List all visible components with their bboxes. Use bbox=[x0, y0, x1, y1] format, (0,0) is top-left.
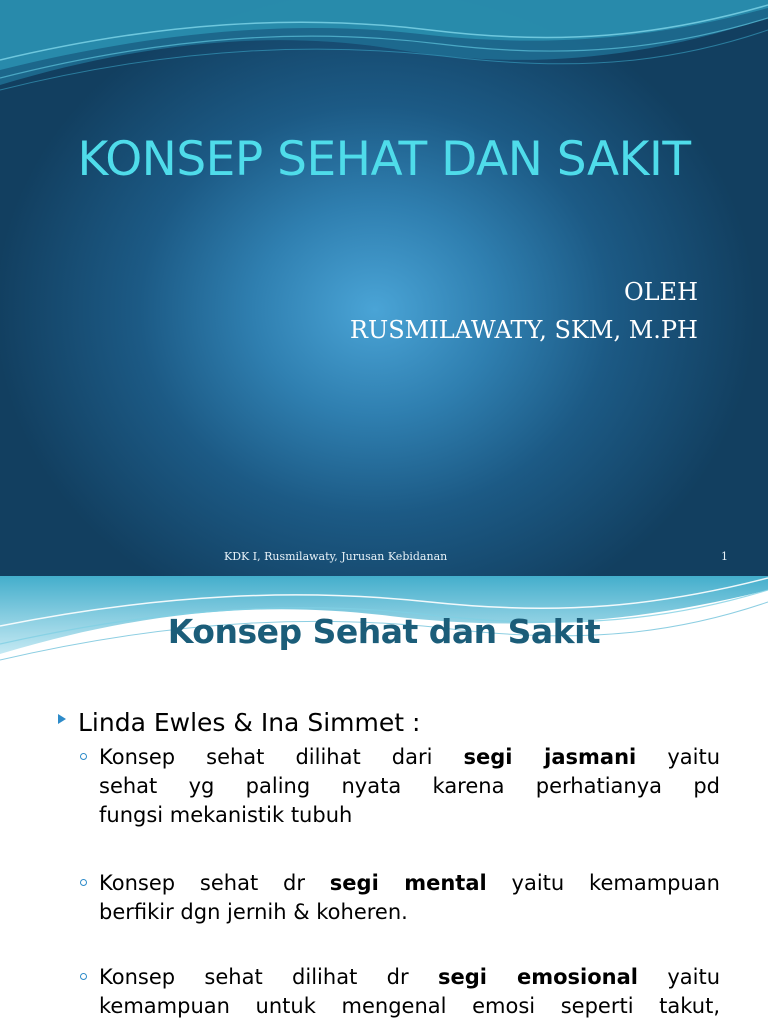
bullet-text: Linda Ewles & Ina Simmet : bbox=[78, 708, 421, 737]
sub-item-line: fungsi mekanistik tubuh bbox=[99, 803, 353, 827]
wave-decoration bbox=[0, 0, 768, 120]
content-slide bbox=[0, 576, 768, 1024]
ring-bullet-icon bbox=[80, 973, 87, 980]
sub-item-emosional bbox=[80, 963, 720, 1021]
ring-bullet-icon bbox=[80, 753, 87, 760]
page-number: 1 bbox=[721, 550, 728, 563]
sub-item-line: Konsep sehat dilihat dari segi jasmani yaitu bbox=[99, 745, 721, 769]
arrow-bullet-icon bbox=[58, 714, 66, 724]
sub-item-line: Konsep sehat dilihat dr segi emosional yaitu bbox=[99, 965, 721, 989]
author-name: RUSMILAWATY, SKM, M.PH bbox=[349, 316, 698, 344]
slide1-title: KONSEP SEHAT DAN SAKIT bbox=[77, 132, 691, 187]
slide1-footer: KDK I, Rusmilawaty, Jurusan Kebidanan bbox=[224, 550, 448, 563]
slide2-title: Konsep Sehat dan Sakit bbox=[167, 612, 601, 651]
sub-item-jasmani bbox=[80, 743, 720, 830]
byline-label: OLEH bbox=[623, 278, 698, 306]
sub-item-line: sehat yg paling nyata karena perhatianya pd bbox=[99, 774, 720, 798]
ring-bullet-icon bbox=[80, 879, 87, 886]
sub-item-line: berfikir dgn jernih & koheren. bbox=[99, 900, 408, 924]
sub-item-line: kemampuan untuk mengenal emosi seperti takut, bbox=[99, 994, 720, 1018]
sub-item-mental bbox=[80, 869, 720, 927]
sub-item-line: Konsep sehat dr segi mental yaitu kemampuan bbox=[99, 871, 720, 895]
